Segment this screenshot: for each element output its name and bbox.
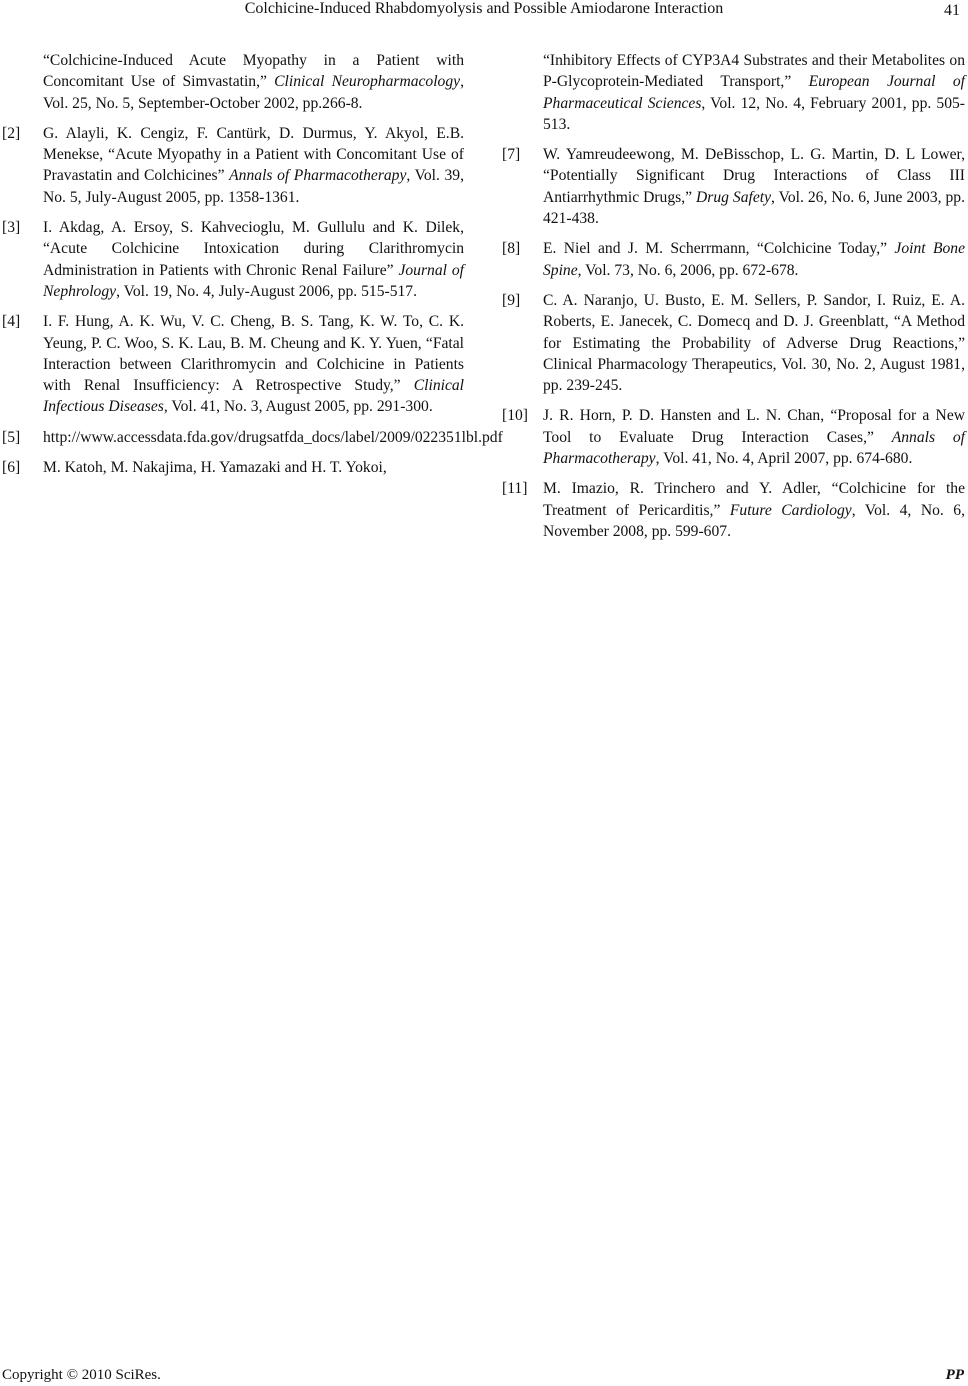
reference-number: [11]	[502, 480, 528, 498]
reference-text: I. F. Hung, A. K. Wu, V. C. Cheng, B. S. Tang, K. W. To, C. K. Yeung, P. C. Woo, S. K. Lau, B. M. Cheung and K. Y. Yuen, “Fatal Interaction between Clarithromycin and Colchicine in Patients with Renal Insufficiency: A Retrospective Study,”	[43, 313, 464, 395]
page-header	[0, 0, 968, 22]
reference-journal-title: Joint Bone Spine	[543, 240, 965, 279]
reference-journal-title: Clinical Neuropharmacology	[274, 73, 461, 91]
reference-text: , Vol. 73, No. 6, 2006, pp. 672-678.	[577, 261, 799, 279]
reference-text: , Vol. 19, No. 4, July-August 2006, pp. 515-517.	[116, 282, 417, 300]
page-number: 41	[944, 2, 960, 19]
reference-text: , Vol. 41, No. 4, April 2007, pp. 674-680.	[655, 450, 913, 468]
reference-text: , Vol. 41, No. 3, August 2005, pp. 291-300.	[163, 398, 433, 416]
reference-entry	[500, 290, 965, 396]
reference-number: [9]	[502, 291, 521, 309]
reference-text: I. Akdag, A. Ersoy, S. Kahvecioglu, M. Gullulu and K. Dilek, “Acute Colchicine Intoxication during Clarithromycin Administration in Patients with Chronic Renal Failure”	[43, 219, 464, 279]
reference-number: [10]	[502, 407, 528, 425]
reference-number: [3]	[2, 219, 21, 237]
reference-text: “Inhibitory Effects of CYP3A4 Substrates and their Metabolites on P-Glycoprotein-Mediated Transport,”	[543, 52, 965, 91]
reference-text: , Vol. 4, No. 6, November 2008, pp. 599-607.	[543, 501, 965, 540]
reference-number: [2]	[2, 124, 21, 142]
reference-text: , Vol. 39, No. 5, July-August 2005, pp. 1358-1361.	[43, 167, 464, 206]
reference-entry	[500, 50, 965, 135]
reference-number: [6]	[2, 459, 21, 477]
reference-entry	[0, 427, 503, 448]
reference-journal-title: Annals of Pharmacotherapy	[229, 167, 407, 185]
references-right-column	[500, 50, 965, 551]
reference-text: “Colchicine-Induced Acute Myopathy in a Patient with Concomitant Use of Simvastatin,”	[43, 52, 464, 91]
reference-entry	[500, 405, 965, 469]
copyright-notice: Copyright © 2010 SciRes.	[2, 1367, 161, 1383]
reference-entry	[0, 311, 464, 417]
reference-text: G. Alayli, K. Cengiz, F. Cantürk, D. Durmus, Y. Akyol, E.B. Menekse, “Acute Myopathy in a Patient with Concomitant Use of Pravastatin and Colchicines”	[43, 124, 464, 185]
reference-text: E. Niel and J. M. Scherrmann, “Colchicine Today,”	[543, 240, 895, 258]
reference-journal-title: Journal of Nephrology	[43, 261, 464, 300]
reference-entry	[0, 217, 464, 302]
reference-text: http://www.accessdata.fda.gov/drugsatfda_docs/label/2009/022351lbl.pdf	[43, 428, 503, 446]
reference-journal-title: European Journal of Pharmaceutical Sciences	[543, 73, 965, 112]
reference-number: [7]	[502, 146, 521, 164]
reference-text: C. A. Naranjo, U. Busto, E. M. Sellers, P. Sandor, I. Ruiz, E. A. Roberts, E. Janecek, C. Domecq and D. J. Greenblatt, “A Method for Estimating the Probability of Adverse Drug Reactions,” Clinical Pharmacology Therapeutics, Vol. 30, No. 2, August 1981, pp. 239-245.	[543, 291, 965, 395]
reference-entry	[500, 144, 965, 229]
reference-entry	[500, 238, 965, 281]
reference-journal-title: Drug Safety	[696, 188, 772, 206]
reference-journal-title: Future Cardiology	[729, 501, 852, 519]
reference-entry	[0, 123, 464, 208]
reference-entry	[0, 457, 464, 478]
reference-number: [5]	[2, 428, 21, 446]
reference-entry	[500, 478, 965, 542]
reference-number: [8]	[502, 240, 521, 258]
reference-text: , Vol. 25, No. 5, September-October 2002, pp.266-8.	[43, 73, 464, 112]
page-footer	[0, 1366, 968, 1386]
reference-entry	[0, 50, 464, 114]
references-left-column	[0, 50, 503, 487]
running-title: Colchicine-Induced Rhabdomyolysis and Possible Amiodarone Interaction	[244, 0, 724, 17]
reference-journal-title: Clinical Infectious Diseases	[43, 377, 464, 416]
reference-number: [4]	[2, 313, 21, 331]
reference-text: W. Yamreudeewong, M. DeBisschop, L. G. Martin, D. L Lower, “Potentially Significant Drug Interactions of Class III Antiarrhythmic Drugs,”	[543, 146, 965, 206]
reference-text: , Vol. 12, No. 4, February 2001, pp. 505-513.	[543, 94, 965, 133]
journal-abbrev: PP	[945, 1367, 964, 1383]
reference-text: M. Katoh, M. Nakajima, H. Yamazaki and H. T. Yokoi,	[43, 459, 387, 477]
reference-text: , Vol. 26, No. 6, June 2003, pp. 421-438.	[543, 188, 965, 228]
reference-text: J. R. Horn, P. D. Hansten and L. N. Chan, “Proposal for a New Tool to Evaluate Drug Interaction Cases,”	[543, 407, 965, 446]
reference-journal-title: Annals of Pharmacotherapy	[543, 428, 965, 468]
reference-text: M. Imazio, R. Trinchero and Y. Adler, “Colchicine for the Treatment of Pericarditis,”	[543, 480, 965, 519]
